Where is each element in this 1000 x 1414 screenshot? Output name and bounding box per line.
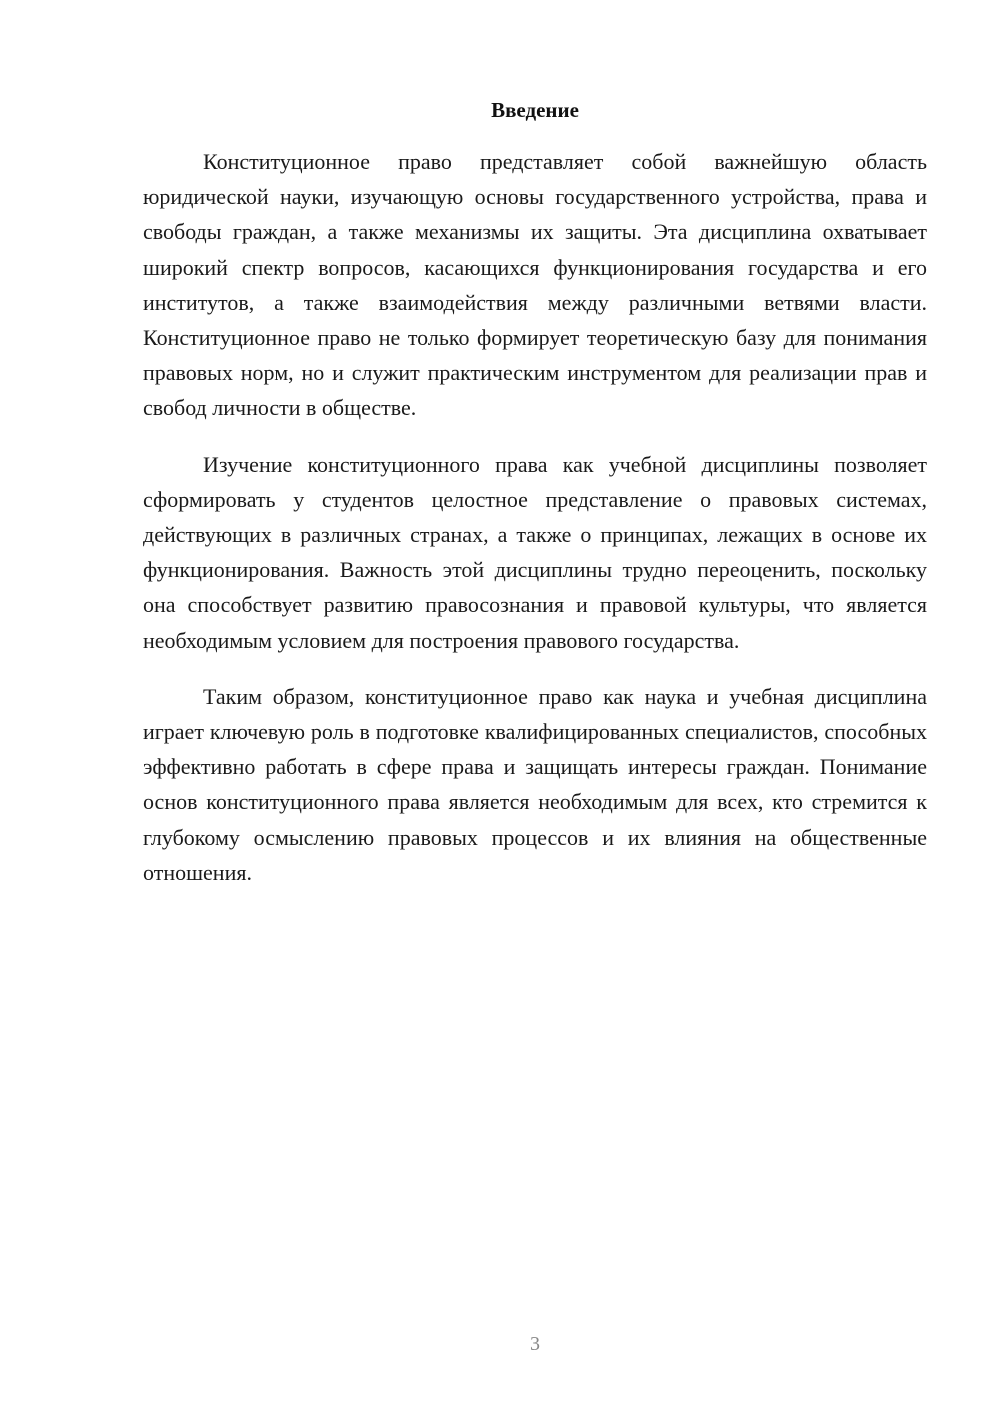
paragraph-2: Изучение конституционного права как учебной дисциплины позволяет сформировать у студентов целостное представление о правовых системах, действующих в различных странах, а также о принципах, лежащих в основе их функционирования. Важность этой дисциплины трудно переоценить, поскольку она способствует развитию правосознания и правовой культуры, что является необходимым условием для построения правового государства. <box>143 451 927 653</box>
paragraph-1: Конституционное право представляет собой важнейшую область юридической науки, изучающую основы государственного устройства, права и свободы граждан, а также механизмы их защиты. Эта дисциплина охватывает широкий спектр вопросов, касающихся функционирования государства и его институтов, а также взаимодействия между различными ветвями власти. Конституционное право не только формирует теоретическую базу для понимания правовых норм, но и служит практическим инструментом для реализации прав и свобод личности в обществе. <box>143 149 927 421</box>
document-body <box>143 144 927 911</box>
page-title: Введение <box>491 98 579 122</box>
page-number: 3 <box>530 1333 540 1355</box>
paragraph-3: Таким образом, конституционное право как наука и учебная дисциплина играет ключевую роль в подготовке квалифицированных специалистов, способных эффективно работать в сфере права и защищать интересы граждан. Понимание основ конституционного права является необходимым для всех, кто стремится к глубокому осмыслению правовых процессов и их влияния на общественные отношения. <box>143 683 927 885</box>
